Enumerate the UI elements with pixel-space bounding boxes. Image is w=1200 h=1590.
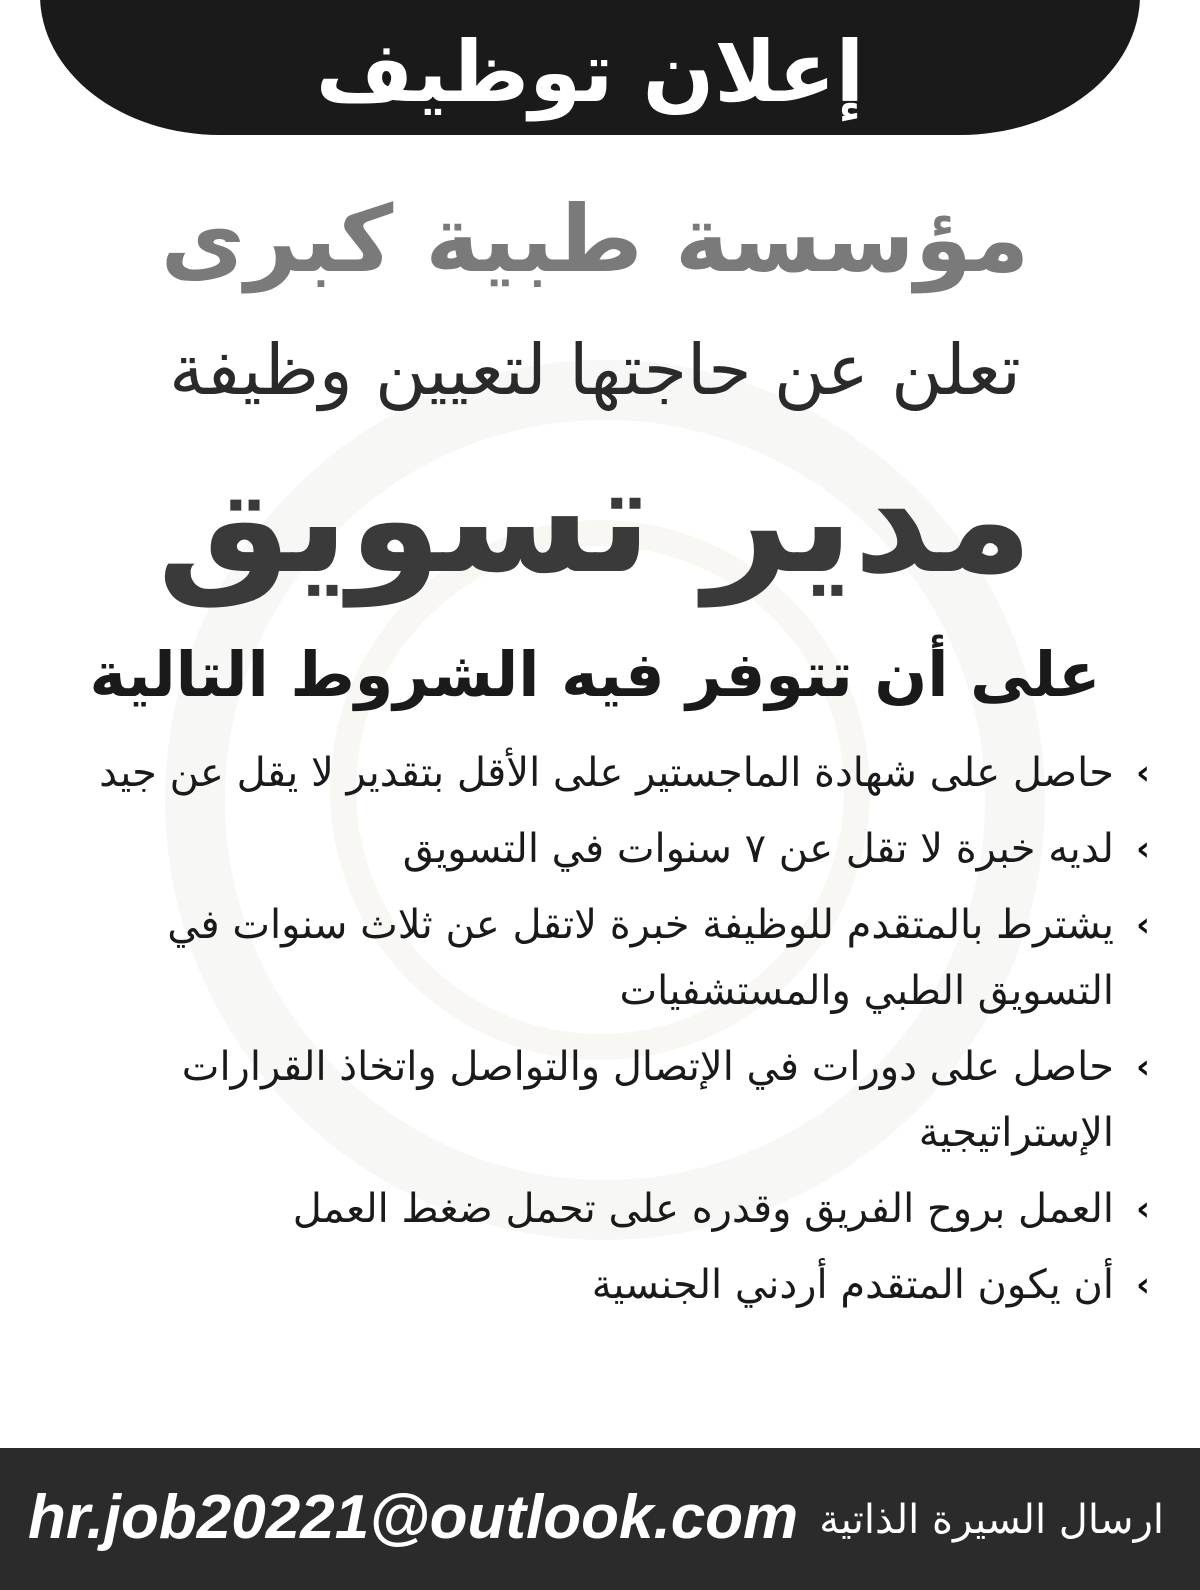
send-cv-label: ارسال السيرة الذاتية (819, 1497, 1164, 1543)
requirement-text: حاصل على شهادة الماجستير على الأقل بتقدير لا يقل عن جيد (99, 750, 1114, 796)
requirement-text: لديه خبرة لا تقل عن ٧ سنوات في التسويق (402, 826, 1114, 872)
job-title: مدير تسويق (157, 433, 1033, 607)
requirements-list (40, 740, 1160, 1328)
bullet-chevron-icon: › (1135, 905, 1150, 945)
conditions-heading: على أن تتوفر فيه الشروط التالية (89, 638, 1101, 711)
bullet-chevron-icon: › (1135, 1047, 1150, 1087)
requirement-item (40, 1034, 1160, 1166)
bullet-chevron-icon: › (1135, 1189, 1150, 1229)
announcement-line: تعلن عن حاجتها لتعيين وظيفة (169, 329, 1021, 411)
bullet-chevron-icon: › (1135, 753, 1150, 793)
requirement-item (40, 892, 1160, 1024)
requirement-text: أن يكون المتقدم أردني الجنسية (591, 1262, 1114, 1308)
requirement-item (40, 1176, 1160, 1242)
requirement-text: العمل بروح الفريق وقدره على تحمل ضغط العمل (292, 1186, 1114, 1232)
bullet-chevron-icon: › (1135, 1265, 1150, 1305)
company-name: مؤسسة طبية كبرى (160, 186, 1030, 293)
requirement-text: حاصل على دورات في الإتصال والتواصل واتخاذ القرارات الإستراتيجية (181, 1044, 1114, 1156)
requirement-item (40, 816, 1160, 882)
ad-title: إعلان توظيف (315, 23, 865, 121)
requirement-text: يشترط بالمتقدم للوظيفة خبرة لاتقل عن ثلاث سنوات في التسويق الطبي والمستشفيات (167, 902, 1114, 1014)
contact-email[interactable]: hr.job20221@outlook.com (28, 1483, 799, 1552)
bullet-chevron-icon: › (1135, 829, 1150, 869)
requirement-item (40, 1252, 1160, 1318)
requirement-item (40, 740, 1160, 806)
